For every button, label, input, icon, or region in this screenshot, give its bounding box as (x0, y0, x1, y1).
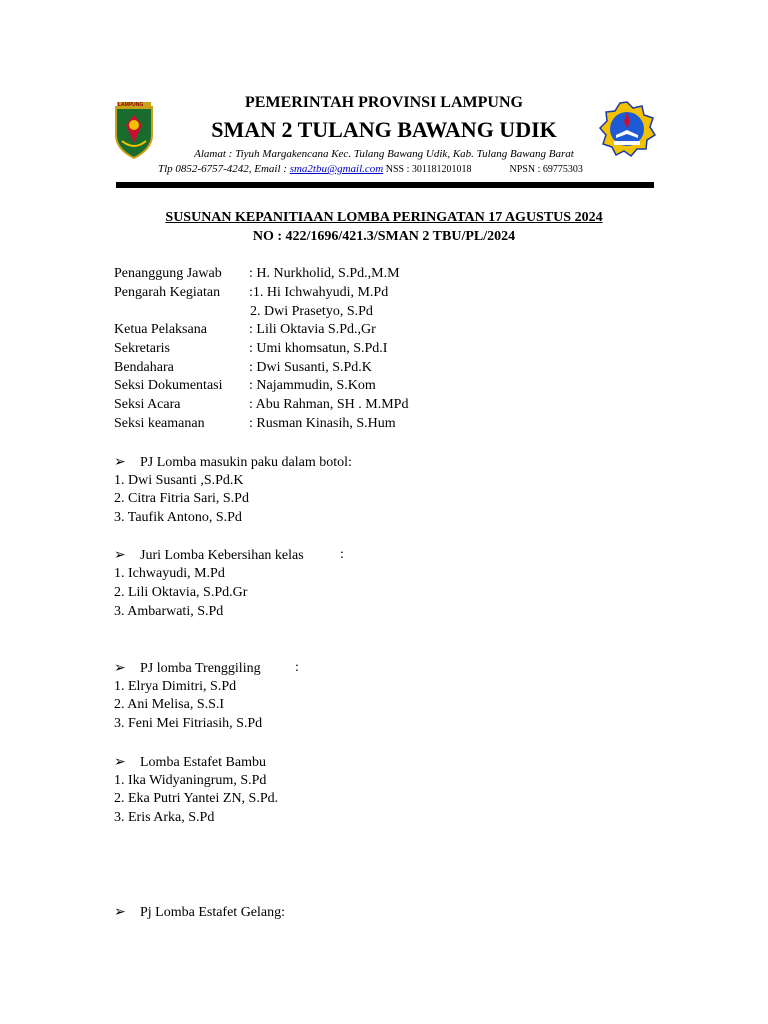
committee-value: : Dwi Susanti, S.Pd.K (249, 360, 372, 375)
list-item: 2. Eka Putri Yantei ZN, S.Pd. (114, 791, 279, 806)
committee-label: Penanggung Jawab (114, 266, 222, 281)
section-heading: ➢ PJ lomba Trenggiling (114, 661, 261, 676)
list-item: 2. Lili Oktavia, S.Pd.Gr (114, 585, 248, 600)
list-item: 1. Ichwayudi, M.Pd (114, 566, 225, 581)
school-address: Alamat : Tiyuh Margakencana Kec. Tulang Bawang Udik, Kab. Tulang Bawang Barat (194, 148, 574, 160)
email-link[interactable]: sma2tbu@gmail.com (289, 163, 384, 175)
committee-label: Ketua Pelaksana (114, 322, 207, 337)
npsn-text: NPSN : 69775303 (509, 164, 583, 175)
committee-label: Seksi Acara (114, 397, 181, 412)
arrow-bullet-icon: ➢ (114, 548, 126, 563)
section-heading: ➢ PJ Lomba masukin paku dalam botol: (114, 455, 352, 470)
school-name: SMAN 2 TULANG BAWANG UDIK (211, 117, 557, 142)
list-item: 3. Eris Arka, S.Pd (114, 810, 215, 825)
list-item: 3. Feni Mei Fitriasih, S.Pd (114, 716, 263, 731)
committee-label: Seksi Dokumentasi (114, 378, 223, 393)
list-item: 1. Ika Widyaningrum, S.Pd (114, 773, 267, 788)
gov-heading: PEMERINTAH PROVINSI LAMPUNG (245, 94, 523, 111)
document-number: NO : 422/1696/421.3/SMAN 2 TBU/PL/2024 (252, 229, 516, 244)
arrow-bullet-icon: ➢ (114, 455, 126, 470)
contact-line (158, 163, 583, 175)
list-item: 3. Ambarwati, S.Pd (114, 604, 224, 619)
committee-value: :1. Hi Ichwahyudi, M.Pd (249, 285, 389, 300)
arrow-bullet-icon: ➢ (114, 755, 126, 770)
section-colon: : (340, 547, 344, 562)
committee-label: Sekretaris (114, 341, 170, 356)
list-item: 3. Taufik Antono, S.Pd (114, 510, 242, 525)
committee-label: Pengarah Kegiatan (114, 285, 221, 300)
lampung-logo-text: LAMPUNG (118, 102, 144, 108)
section-heading: ➢ Lomba Estafet Bambu (114, 755, 266, 770)
committee-label: Bendahara (114, 360, 174, 375)
committee-label: Seksi keamanan (114, 416, 205, 431)
section-colon: : (295, 660, 299, 675)
list-item: 1. Elrya Dimitri, S.Pd (114, 679, 237, 694)
arrow-bullet-icon: ➢ (114, 661, 126, 676)
committee-value: 2. Dwi Prasetyo, S.Pd (250, 304, 373, 319)
committee-value: : Umi khomsatun, S.Pd.I (249, 341, 388, 356)
section-heading: ➢ Pj Lomba Estafet Gelang: (114, 905, 286, 920)
committee-value: : Lili Oktavia S.Pd.,Gr (249, 322, 376, 337)
section-heading: ➢ Juri Lomba Kebersihan kelas (114, 548, 304, 563)
arrow-bullet-icon: ➢ (114, 905, 126, 920)
list-item: 2. Citra Fitria Sari, S.Pd (114, 491, 249, 506)
nss-text: NSS : 301181201018 (383, 164, 472, 175)
committee-value: : Rusman Kinasih, S.Hum (249, 416, 396, 431)
phone-text: Tlp 0852-6757-4242, Email : (158, 163, 290, 175)
document-title: SUSUNAN KEPANITIAAN LOMBA PERINGATAN 17 AGUSTUS 2024 (165, 210, 603, 225)
list-item: 2. Ani Melisa, S.S.I (114, 697, 225, 712)
letterhead-divider (116, 182, 654, 188)
committee-value: : Najammudin, S.Kom (249, 378, 376, 393)
list-item: 1. Dwi Susanti ,S.Pd.K (114, 473, 244, 488)
committee-value: : Abu Rahman, SH . M.MPd (249, 397, 409, 412)
committee-value: : H. Nurkholid, S.Pd.,M.M (249, 266, 400, 281)
